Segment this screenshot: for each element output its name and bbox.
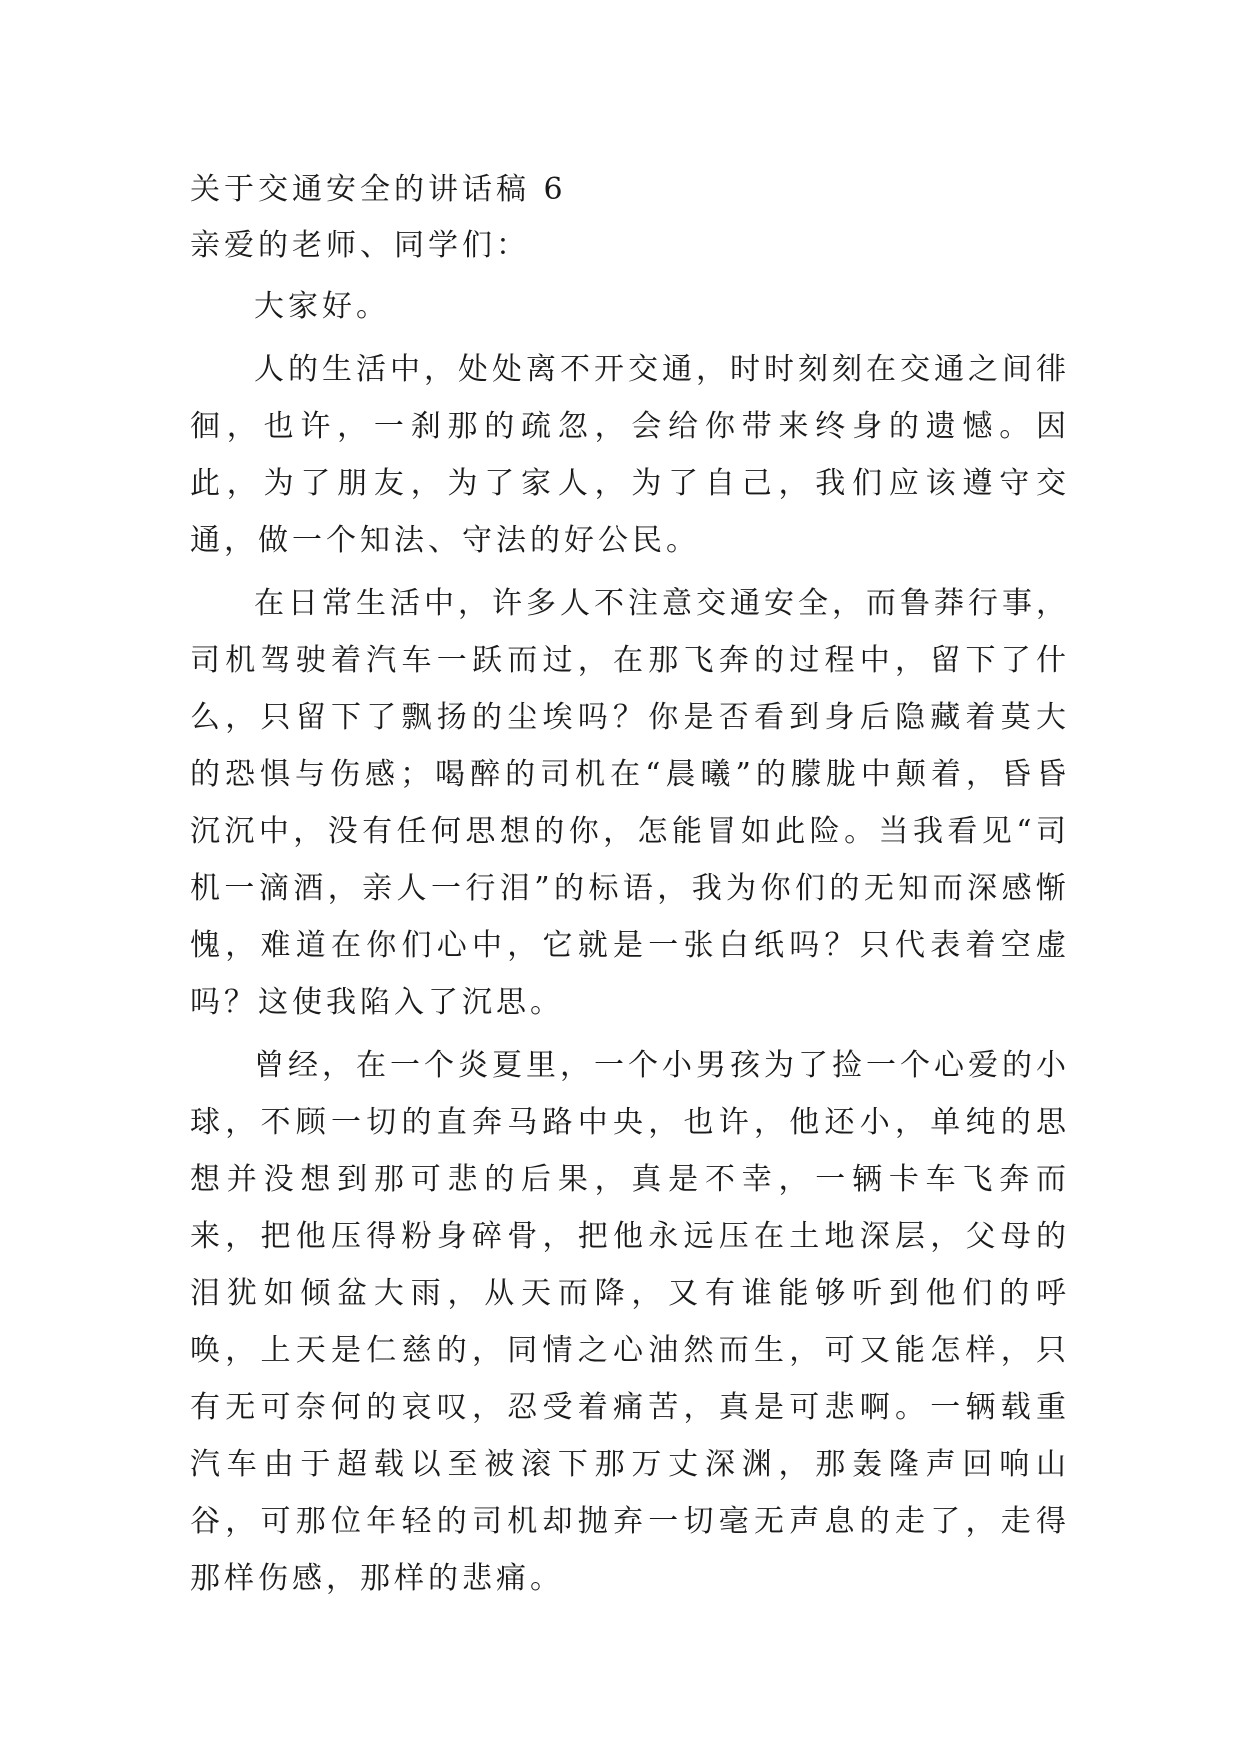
document-title: 关于交通安全的讲话稿 6 <box>190 172 567 207</box>
paragraph-daily-life: 在日常生活中，许多人不注意交通安全，而鲁莽行事，司机驾驶着汽车一跃而过，在那飞奔的过程中，留下了什么，只留下了飘扬的尘埃吗？你是否看到身后隐藏着莫大的恐惧与伤感；喝醉的司机在“晨曦”的朦胧中颠着，昏昏沉沉中，没有任何思想的你，怎能冒如此险。当我看见“司机一滴酒，亲人一行泪”的标语，我为你们的无知而深感惭愧，难道在你们心中，它就是一张白纸吗？只代表着空虚吗？这使我陷入了沉思。 <box>190 586 1070 1020</box>
paragraph-greeting: 大家好。 <box>254 289 390 324</box>
salutation: 亲爱的老师、同学们： <box>190 228 530 263</box>
paragraph-intro: 人的生活中，处处离不开交通，时时刻刻在交通之间徘徊，也许，一刹那的疏忽，会给你带来终身的遗憾。因此，为了朋友，为了家人，为了自己，我们应该遵守交通，做一个知法、守法的好公民。 <box>190 352 1070 558</box>
paragraph-story: 曾经，在一个炎夏里，一个小男孩为了捡一个心爱的小球，不顾一切的直奔马路中央，也许，他还小，单纯的思想并没想到那可悲的后果，真是不幸，一辆卡车飞奔而来，把他压得粉身碎骨，把他永远压在土地深层，父母的泪犹如倾盆大雨，从天而降，又有谁能够听到他们的呼唤，上天是仁慈的，同情之心油然而生，可又能怎样，只有无可奈何的哀叹，忍受着痛苦，真是可悲啊。一辆载重汽车由于超载以至被滚下那万丈深渊，那轰隆声回响山谷，可那位年轻的司机却抛弃一切毫无声息的走了，走得那样伤感，那样的悲痛。 <box>190 1048 1070 1596</box>
document-body <box>190 162 1070 1607</box>
